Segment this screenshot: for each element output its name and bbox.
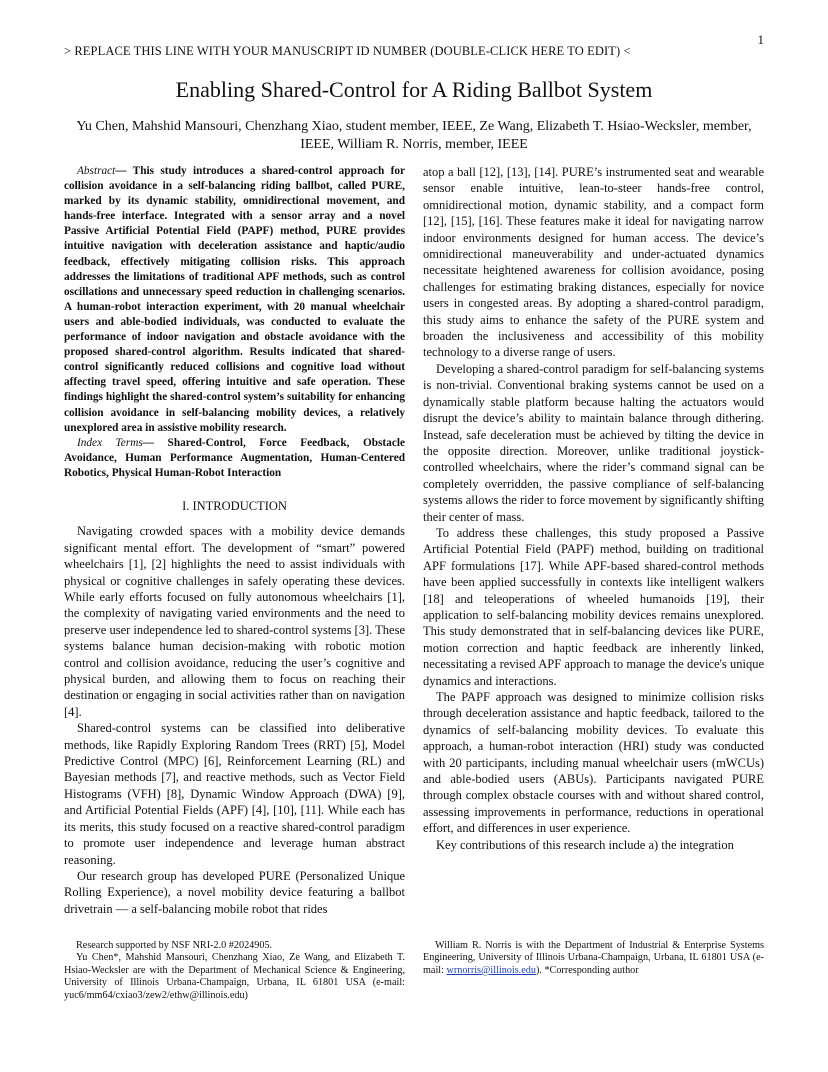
body-paragraph: Shared-control systems can be classified into deliberative methods, like Rapidly Exploring Random Trees (RRT) [5], Model Predictive Control (MPC) [6], Reinforcement Learning (RL) and Bayesian methods [7], and reactive methods, such as Vector Field Histograms (VFH) [8], Dynamic Window Approach (DWA) [9], and Artificial Potential Fields (APF) [4], [10], [11]. While each has its merits, this study focused on a reactive shared-control paradigm to promote user independence and leverage human abstract reasoning.	[64, 721, 405, 867]
index-terms	[64, 436, 405, 481]
email-link[interactable]: wrnorris@illinois.edu	[446, 964, 536, 976]
funding-footnote: Research supported by NSF NRI-2.0 #2024905.	[76, 940, 273, 951]
body-paragraph: Key contributions of this research include a) the integration	[436, 837, 734, 852]
right-column	[423, 164, 764, 853]
abstract	[64, 164, 405, 436]
abstract-lead: Abstract	[77, 165, 116, 177]
body-paragraph: The PAPF approach was designed to minimize collision risks through deceleration assistance and haptic feedback, tailored to the dynamics of self-balancing mobility devices. To evaluate this approach, a human-robot interaction (HRI) study was conducted with 20 participants, including manual wheelchair users (mWCUs) and able-bodied users (ABUs). Participants navigated PURE through complex obstacle courses with and without shared control, assessing improvements in performance, reductions in operational effort, and differences in user experience.	[423, 690, 764, 836]
footnote-text-before: William R. Norris is with the Department of Industrial & Enterprise Systems Engineering, University of Illinois Urbana-Champaign, Urbana, IL 61801 USA (e-mail:	[423, 940, 764, 976]
page-number: 1	[757, 32, 764, 47]
footnote-left	[64, 940, 405, 1002]
body-paragraph: To address these challenges, this study proposed a Passive Artificial Potential Field (PAPF) method, building on traditional APF formulations [17]. While APF-based shared-control methods have been applied successfully in contexts like intelligent walkers [18] and teleoperations of wheeled humanoids [19], their application to self-balancing mobility devices remains unexplored. This study demonstrated that in self-balancing devices like PURE, motion correction and haptic feedback are inherently linked, necessitating a revised APF approach to manage the device's unique dynamics and interactions.	[423, 525, 764, 688]
manuscript-id-header[interactable]: > REPLACE THIS LINE WITH YOUR MANUSCRIPT ID NUMBER (DOUBLE-CLICK HERE TO EDIT) <	[64, 44, 631, 58]
left-column	[64, 164, 405, 917]
index-terms-text: — Shared-Control, Force Feedback, Obstacle Avoidance, Human Performance Augmentation, Human-Centered Robotics, Physical Human-Robot Interaction	[64, 436, 405, 479]
paper-title: Enabling Shared-Control for A Riding Ballbot System	[175, 77, 653, 102]
corresponding-author-footnote	[423, 940, 764, 977]
index-terms-lead: Index Terms	[77, 436, 143, 449]
section-heading-introduction: I. INTRODUCTION	[182, 498, 287, 513]
affiliation-footnote: Yu Chen*, Mahshid Mansouri, Chenzhang Xiao, Ze Wang, and Elizabeth T. Hsiao-Wecksler are with the Department of Mechanical Science & Engineering, University of Illinois Urbana-Champaign, Urbana, IL 61801 USA (e-mail: yuc6/mm64/cxiao3/zew2/ethw@illinois.edu)	[64, 952, 405, 1001]
body-paragraph: Our research group has developed PURE (Personalized Unique Rolling Experience), a novel mobility device featuring a ballbot drivetrain — a self-balancing mobile robot that rides	[64, 868, 405, 916]
body-paragraph: Navigating crowded spaces with a mobility device demands significant mental effort. The development of “smart” powered wheelchairs [1], [2] highlights the need to assist individuals with physical or cognitive challenges in safely operating these devices. While early efforts focused on fully autonomous wheelchairs [1], the complexity of navigating varied environments and the need to preserve user independence led to shared-control systems [3]. These systems balance human decision-making with robotic motion control and collision avoidance, reducing the user’s cognitive and physical burden, and allowing them to focus on reaching their destination or engaging in social activities rather than on navigation [4].	[64, 524, 405, 719]
abstract-text: — This study introduces a shared-control approach for collision avoidance in a self-balancing riding ballbot, called PURE, marked by its dynamic stability, omnidirectional movement, and hands-free interface. Integrated with a sensor array and a novel Passive Artificial Potential Field (PAPF) method, PURE provides intuitive navigation with deceleration assistance and haptic/audio feedback, effectively mitigating collision risks. This approach addresses the limitations of traditional APF methods, such as control oscillations and unnecessary speed reduction in challenging scenarios. A human-robot interaction experiment, with 20 manual wheelchair users and able-bodied individuals, was conducted to evaluate the performance of indoor navigation and obstacle avoidance with the proposed shared-control algorithm. Results indicated that shared-control significantly reduced collisions and cognitive load without affecting travel speed, offering intuitive and safe operation. These findings highlight the shared-control system’s suitability for enhancing collision avoidance in self-balancing mobility devices, a relatively unexplored area in assistive mobility research.	[64, 165, 405, 434]
footnote-text-after: ). *Corresponding author	[535, 964, 639, 976]
body-paragraph: atop a ball [12], [13], [14]. PURE’s instrumented seat and wearable sensor enable intuitive, lean-to-steer hands-free control, omnidirectional motion, dynamic stability, and a compact form [12], [15], [16]. These features make it ideal for navigating narrow indoor environments designed for human access. The device’s omnidirectional maneuverability and under-actuated dynamics necessitate heightened awareness for collision avoidance, posing challenges for estimating braking distances, especially for novice users in congested areas. By adopting a shared-control paradigm, this study aims to enhance the safety of the PURE system and broaden the inclusiveness and accessibility of this mobility technology to a diverse range of users.	[423, 165, 764, 360]
author-list: Yu Chen, Mahshid Mansouri, Chenzhang Xiao, student member, IEEE, Ze Wang, Elizabeth T. Hsiao-Wecksler, member, IEEE, William R. Norris, member, IEEE	[76, 119, 752, 152]
footnote-right	[423, 940, 764, 977]
body-paragraph: Developing a shared-control paradigm for self-balancing systems is non-trivial. Conventional braking systems cannot be used on a dynamically stable platform because halting the actuators would disrupt the device’s ability to maintain balance through dithering. Instead, safe deceleration must be achieved by tilting the device in the opposite direction. Moreover, unlike traditional joystick-controlled wheelchairs, where the rider’s command signal can be completely overridden, the passive compliance of self-balancing systems allows the rider to force movement by significantly shifting their center of mass.	[423, 361, 764, 524]
